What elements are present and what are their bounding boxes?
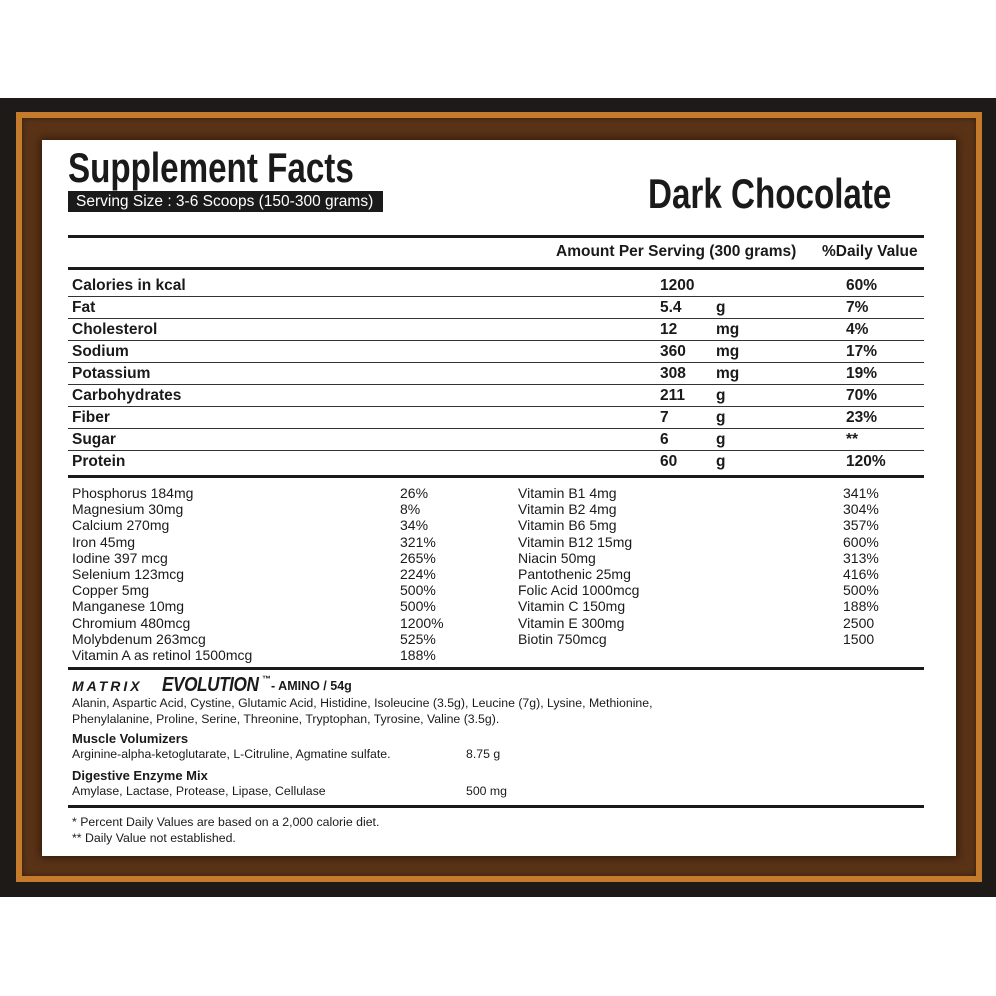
micronutrient-daily-value: 341% bbox=[843, 485, 879, 501]
nutrient-name: Potassium bbox=[72, 365, 151, 382]
nutrient-unit: g bbox=[716, 453, 726, 470]
nutrient-amount: 6 bbox=[660, 431, 669, 448]
label-title: Supplement Facts bbox=[68, 144, 354, 191]
serving-size-box: Serving Size : 3-6 Scoops (150-300 grams) bbox=[68, 191, 383, 212]
micronutrient-row bbox=[518, 517, 898, 533]
nutrient-unit: g bbox=[716, 299, 726, 316]
divider-macros bbox=[68, 475, 924, 478]
nutrient-name: Cholesterol bbox=[72, 321, 158, 338]
micronutrient-daily-value: 1200% bbox=[400, 614, 444, 631]
micronutrient-daily-value: 188% bbox=[843, 598, 879, 615]
micronutrient-row bbox=[72, 631, 462, 647]
micronutrients-right-column bbox=[518, 485, 898, 647]
micronutrient-name: Iodine 397 mcg bbox=[72, 549, 168, 566]
trademark-symbol: ™ bbox=[262, 674, 271, 684]
nutrient-name: Sugar bbox=[72, 431, 116, 448]
blend-ingredients: Arginine-alpha-ketoglutarate, L-Citruline, Agmatine sulfate. bbox=[72, 747, 391, 761]
micronutrient-daily-value: 321% bbox=[400, 533, 436, 550]
nutrient-daily-value: 4% bbox=[846, 321, 869, 338]
nutrient-daily-value: 60% bbox=[846, 277, 878, 294]
nutrient-daily-value: 120% bbox=[846, 453, 886, 470]
micronutrient-row bbox=[518, 615, 898, 631]
micronutrient-row bbox=[72, 647, 462, 663]
daily-value-header: %Daily Value bbox=[822, 243, 918, 260]
micronutrient-row bbox=[518, 485, 898, 501]
footnote: * Percent Daily Values are based on a 2,000 calorie diet. bbox=[72, 815, 380, 829]
nutrient-amount: 60 bbox=[660, 453, 678, 470]
blend-title: Digestive Enzyme Mix bbox=[72, 768, 208, 783]
micronutrient-name: Vitamin E 300mg bbox=[518, 614, 625, 631]
nutrient-name: Carbohydrates bbox=[72, 387, 182, 404]
micronutrient-name: Copper 5mg bbox=[72, 582, 150, 599]
micronutrient-row bbox=[72, 534, 462, 550]
micronutrient-daily-value: 304% bbox=[843, 501, 879, 518]
micronutrient-name: Molybdenum 263mcg bbox=[72, 630, 206, 647]
micronutrient-name: Vitamin A as retinol 1500mcg bbox=[72, 646, 253, 663]
nutrient-unit: g bbox=[716, 409, 726, 426]
micronutrient-row bbox=[518, 534, 898, 550]
micronutrients-left-column bbox=[72, 485, 462, 663]
nutrition-row bbox=[68, 319, 924, 341]
nutrient-amount: 211 bbox=[660, 387, 686, 404]
nutrition-row bbox=[68, 297, 924, 319]
micronutrient-daily-value: 188% bbox=[400, 646, 436, 663]
nutrition-row bbox=[68, 407, 924, 429]
micronutrient-name: Vitamin B2 4mg bbox=[518, 501, 617, 518]
micronutrient-name: Vitamin B12 15mg bbox=[518, 533, 633, 550]
micronutrient-name: Pantothenic 25mg bbox=[518, 565, 631, 582]
micronutrient-daily-value: 500% bbox=[400, 582, 436, 599]
flavor-name: Dark Chocolate bbox=[648, 170, 892, 217]
micronutrient-name: Folic Acid 1000mcg bbox=[518, 582, 640, 599]
micronutrient-row bbox=[72, 485, 462, 501]
amino-ingredients-line: Alanin, Aspartic Acid, Cystine, Glutamic Acid, Histidine, Isoleucine (3.5g), Leucine (7g), Lysine, Methionine, bbox=[72, 696, 653, 710]
micronutrient-daily-value: 416% bbox=[843, 565, 879, 582]
micronutrient-row bbox=[518, 598, 898, 614]
micronutrient-name: Vitamin B6 5mg bbox=[518, 517, 617, 534]
nutrient-amount: 308 bbox=[660, 365, 686, 382]
micronutrient-row bbox=[72, 566, 462, 582]
micronutrient-row bbox=[518, 566, 898, 582]
micronutrient-row bbox=[72, 582, 462, 598]
divider-top bbox=[68, 235, 924, 238]
micronutrient-row bbox=[72, 615, 462, 631]
nutrient-amount: 5.4 bbox=[660, 299, 682, 316]
nutrition-row bbox=[68, 363, 924, 385]
micronutrient-row bbox=[518, 631, 898, 647]
micronutrient-daily-value: 500% bbox=[400, 598, 436, 615]
micronutrient-name: Chromium 480mcg bbox=[72, 614, 191, 631]
micronutrient-name: Phosphorus 184mg bbox=[72, 485, 194, 501]
nutrient-unit: g bbox=[716, 387, 726, 404]
blend-amount: 8.75 g bbox=[466, 747, 501, 761]
micronutrient-name: Vitamin B1 4mg bbox=[518, 485, 617, 501]
divider-header bbox=[68, 267, 924, 270]
nutrition-table bbox=[68, 275, 924, 473]
nutrition-row bbox=[68, 451, 924, 473]
micronutrient-daily-value: 224% bbox=[400, 565, 436, 582]
nutrient-amount: 7 bbox=[660, 409, 669, 426]
micronutrient-daily-value: 265% bbox=[400, 549, 436, 566]
nutrient-unit: mg bbox=[716, 365, 740, 382]
nutrient-unit: g bbox=[716, 431, 726, 448]
micronutrient-name: Magnesium 30mg bbox=[72, 501, 184, 518]
micronutrient-name: Calcium 270mg bbox=[72, 517, 170, 534]
micronutrient-name: Biotin 750mcg bbox=[518, 630, 607, 647]
divider-blends bbox=[68, 805, 924, 808]
micronutrient-daily-value: 357% bbox=[843, 517, 879, 534]
nutrient-daily-value: 70% bbox=[846, 387, 878, 404]
blend-title: Muscle Volumizers bbox=[72, 731, 189, 746]
nutrient-amount: 1200 bbox=[660, 277, 695, 294]
micronutrient-daily-value: 600% bbox=[843, 533, 879, 550]
nutrient-name: Sodium bbox=[72, 343, 129, 360]
nutrient-amount: 12 bbox=[660, 321, 678, 338]
amount-per-serving-header: Amount Per Serving (300 grams) bbox=[556, 243, 797, 260]
micronutrient-daily-value: 34% bbox=[400, 517, 429, 534]
micronutrient-daily-value: 8% bbox=[400, 501, 421, 518]
nutrient-name: Fat bbox=[72, 299, 96, 316]
micronutrient-name: Manganese 10mg bbox=[72, 598, 185, 615]
micronutrient-row bbox=[518, 582, 898, 598]
nutrient-unit: mg bbox=[716, 321, 740, 338]
micronutrient-row bbox=[72, 501, 462, 517]
nutrient-name: Fiber bbox=[72, 409, 110, 426]
micronutrient-name: Selenium 123mcg bbox=[72, 565, 185, 582]
nutrition-row bbox=[68, 275, 924, 297]
nutrient-daily-value: 7% bbox=[846, 299, 869, 316]
footnote: ** Daily Value not established. bbox=[72, 831, 236, 845]
nutrition-row bbox=[68, 385, 924, 407]
nutrient-name: Calories in kcal bbox=[72, 277, 186, 294]
micronutrient-daily-value: 525% bbox=[400, 630, 436, 647]
blend-ingredients: Amylase, Lactase, Protease, Lipase, Cellulase bbox=[72, 784, 326, 798]
nutrient-name: Protein bbox=[72, 453, 126, 470]
nutrient-daily-value: 19% bbox=[846, 365, 878, 382]
nutrient-amount: 360 bbox=[660, 343, 686, 360]
micronutrient-row bbox=[518, 550, 898, 566]
micronutrient-row bbox=[72, 550, 462, 566]
nutrient-unit: mg bbox=[716, 343, 740, 360]
micronutrient-daily-value: 313% bbox=[843, 549, 879, 566]
micronutrient-daily-value: 26% bbox=[400, 485, 429, 501]
micronutrient-name: Vitamin C 150mg bbox=[518, 598, 626, 615]
amino-blend-label: - AMINO / 54g bbox=[271, 679, 352, 693]
nutrition-row bbox=[68, 341, 924, 363]
micronutrient-name: Niacin 50mg bbox=[518, 549, 596, 566]
amino-ingredients bbox=[72, 695, 653, 727]
evolution-logo: EVOLUTION bbox=[162, 674, 259, 696]
divider-micros bbox=[68, 667, 924, 670]
micronutrient-row bbox=[72, 598, 462, 614]
micronutrient-row bbox=[72, 517, 462, 533]
blend-amount: 500 mg bbox=[466, 784, 508, 798]
micronutrient-daily-value: 500% bbox=[843, 582, 879, 599]
nutrient-daily-value: 23% bbox=[846, 409, 878, 426]
amino-ingredients-line: Phenylalanine, Proline, Serine, Threonine, Tryptophan, Tyrosine, Valine (3.5g). bbox=[72, 712, 500, 726]
nutrient-daily-value: ** bbox=[846, 431, 859, 448]
micronutrient-daily-value: 1500 bbox=[843, 630, 875, 647]
micronutrient-name: Iron 45mg bbox=[72, 533, 136, 550]
nutrition-row bbox=[68, 429, 924, 451]
micronutrient-row bbox=[518, 501, 898, 517]
nutrient-daily-value: 17% bbox=[846, 343, 878, 360]
micronutrient-daily-value: 2500 bbox=[843, 614, 875, 631]
matrix-logo: MATRIX bbox=[72, 678, 143, 694]
